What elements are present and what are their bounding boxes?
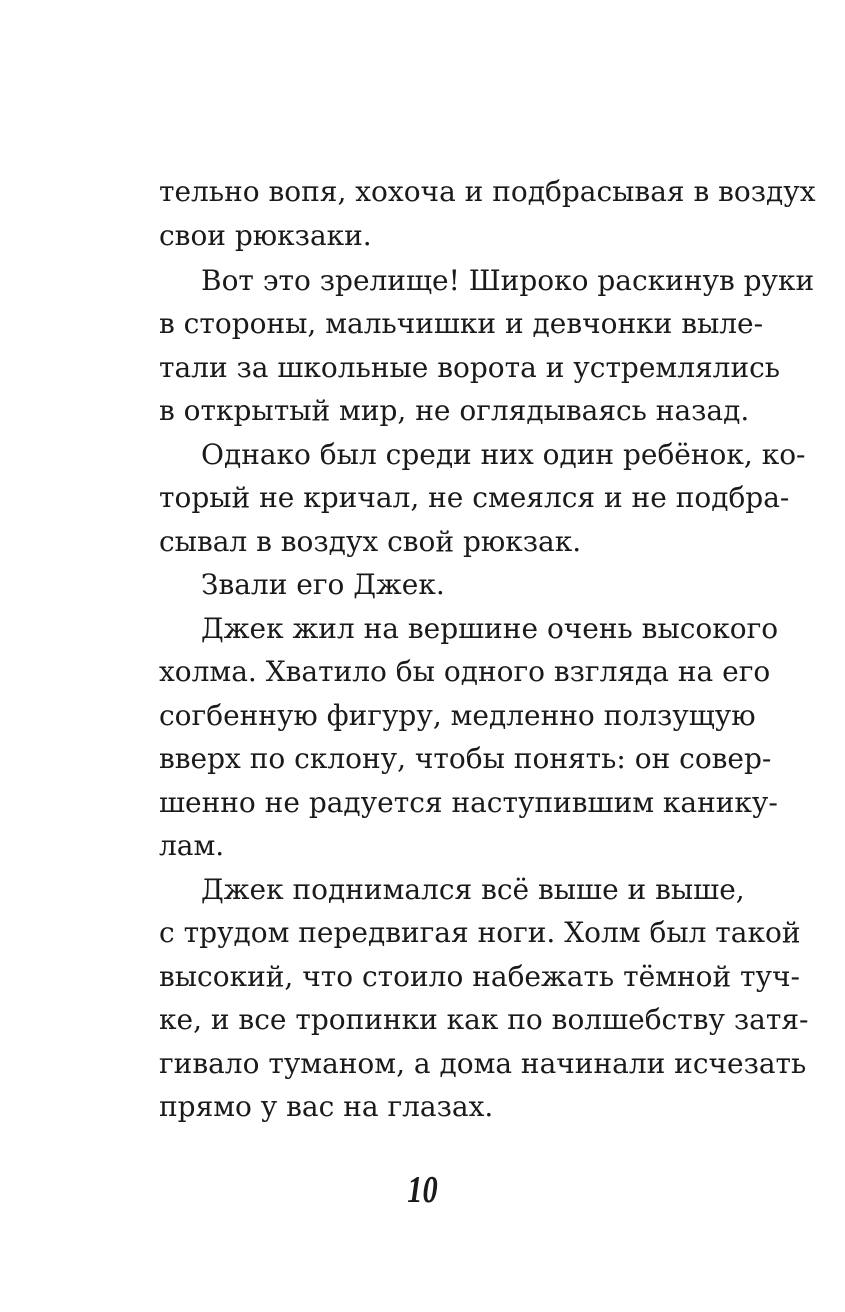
text-line: шенно не радуется наступившим канику- xyxy=(159,785,778,819)
page-number: 10 xyxy=(407,1169,438,1211)
text-line: Вот это зрелище! Широко раскинув руки xyxy=(201,263,815,297)
text-line: с трудом передвигая ноги. Холм был такой xyxy=(159,916,801,949)
text-line: Однако был среди них один ребёнок, ко- xyxy=(201,437,806,471)
text-line: вверх по склону, чтобы понять: он совер- xyxy=(159,742,772,775)
text-line: свои рюкзаки. xyxy=(159,218,372,252)
text-line: Джек жил на вершине очень высокого xyxy=(201,611,779,645)
text-line: сывал в воздух свой рюкзак. xyxy=(159,524,582,558)
text-line: гивало туманом, а дома начинали исчезать xyxy=(159,1046,807,1080)
text-line: тельно вопя, хохоча и подбрасывая в воздух xyxy=(159,175,816,208)
text-line: тали за школьные ворота и устремлялись xyxy=(159,350,781,384)
text-line: высокий, что стоило набежать тёмной туч- xyxy=(159,959,800,993)
text-line: лам. xyxy=(159,829,225,862)
text-line: торый не кричал, не смеялся и не подбра- xyxy=(159,481,790,514)
text-line: ке, и все тропинки как по волшебству затя- xyxy=(159,1003,809,1036)
text-line: в стороны, мальчишки и девчонки выле- xyxy=(159,307,764,340)
text-line: согбенную фигуру, медленно ползущую xyxy=(159,698,756,732)
text-line: Джек поднимался всё выше и выше, xyxy=(201,872,745,906)
body-text xyxy=(159,170,816,1129)
text-line: холма. Хватило бы одного взгляда на его xyxy=(159,655,771,688)
text-line: Звали его Джек. xyxy=(201,568,445,601)
text-line: прямо у вас на глазах. xyxy=(159,1090,494,1123)
text-line: в открытый мир, не оглядываясь назад. xyxy=(159,394,750,427)
